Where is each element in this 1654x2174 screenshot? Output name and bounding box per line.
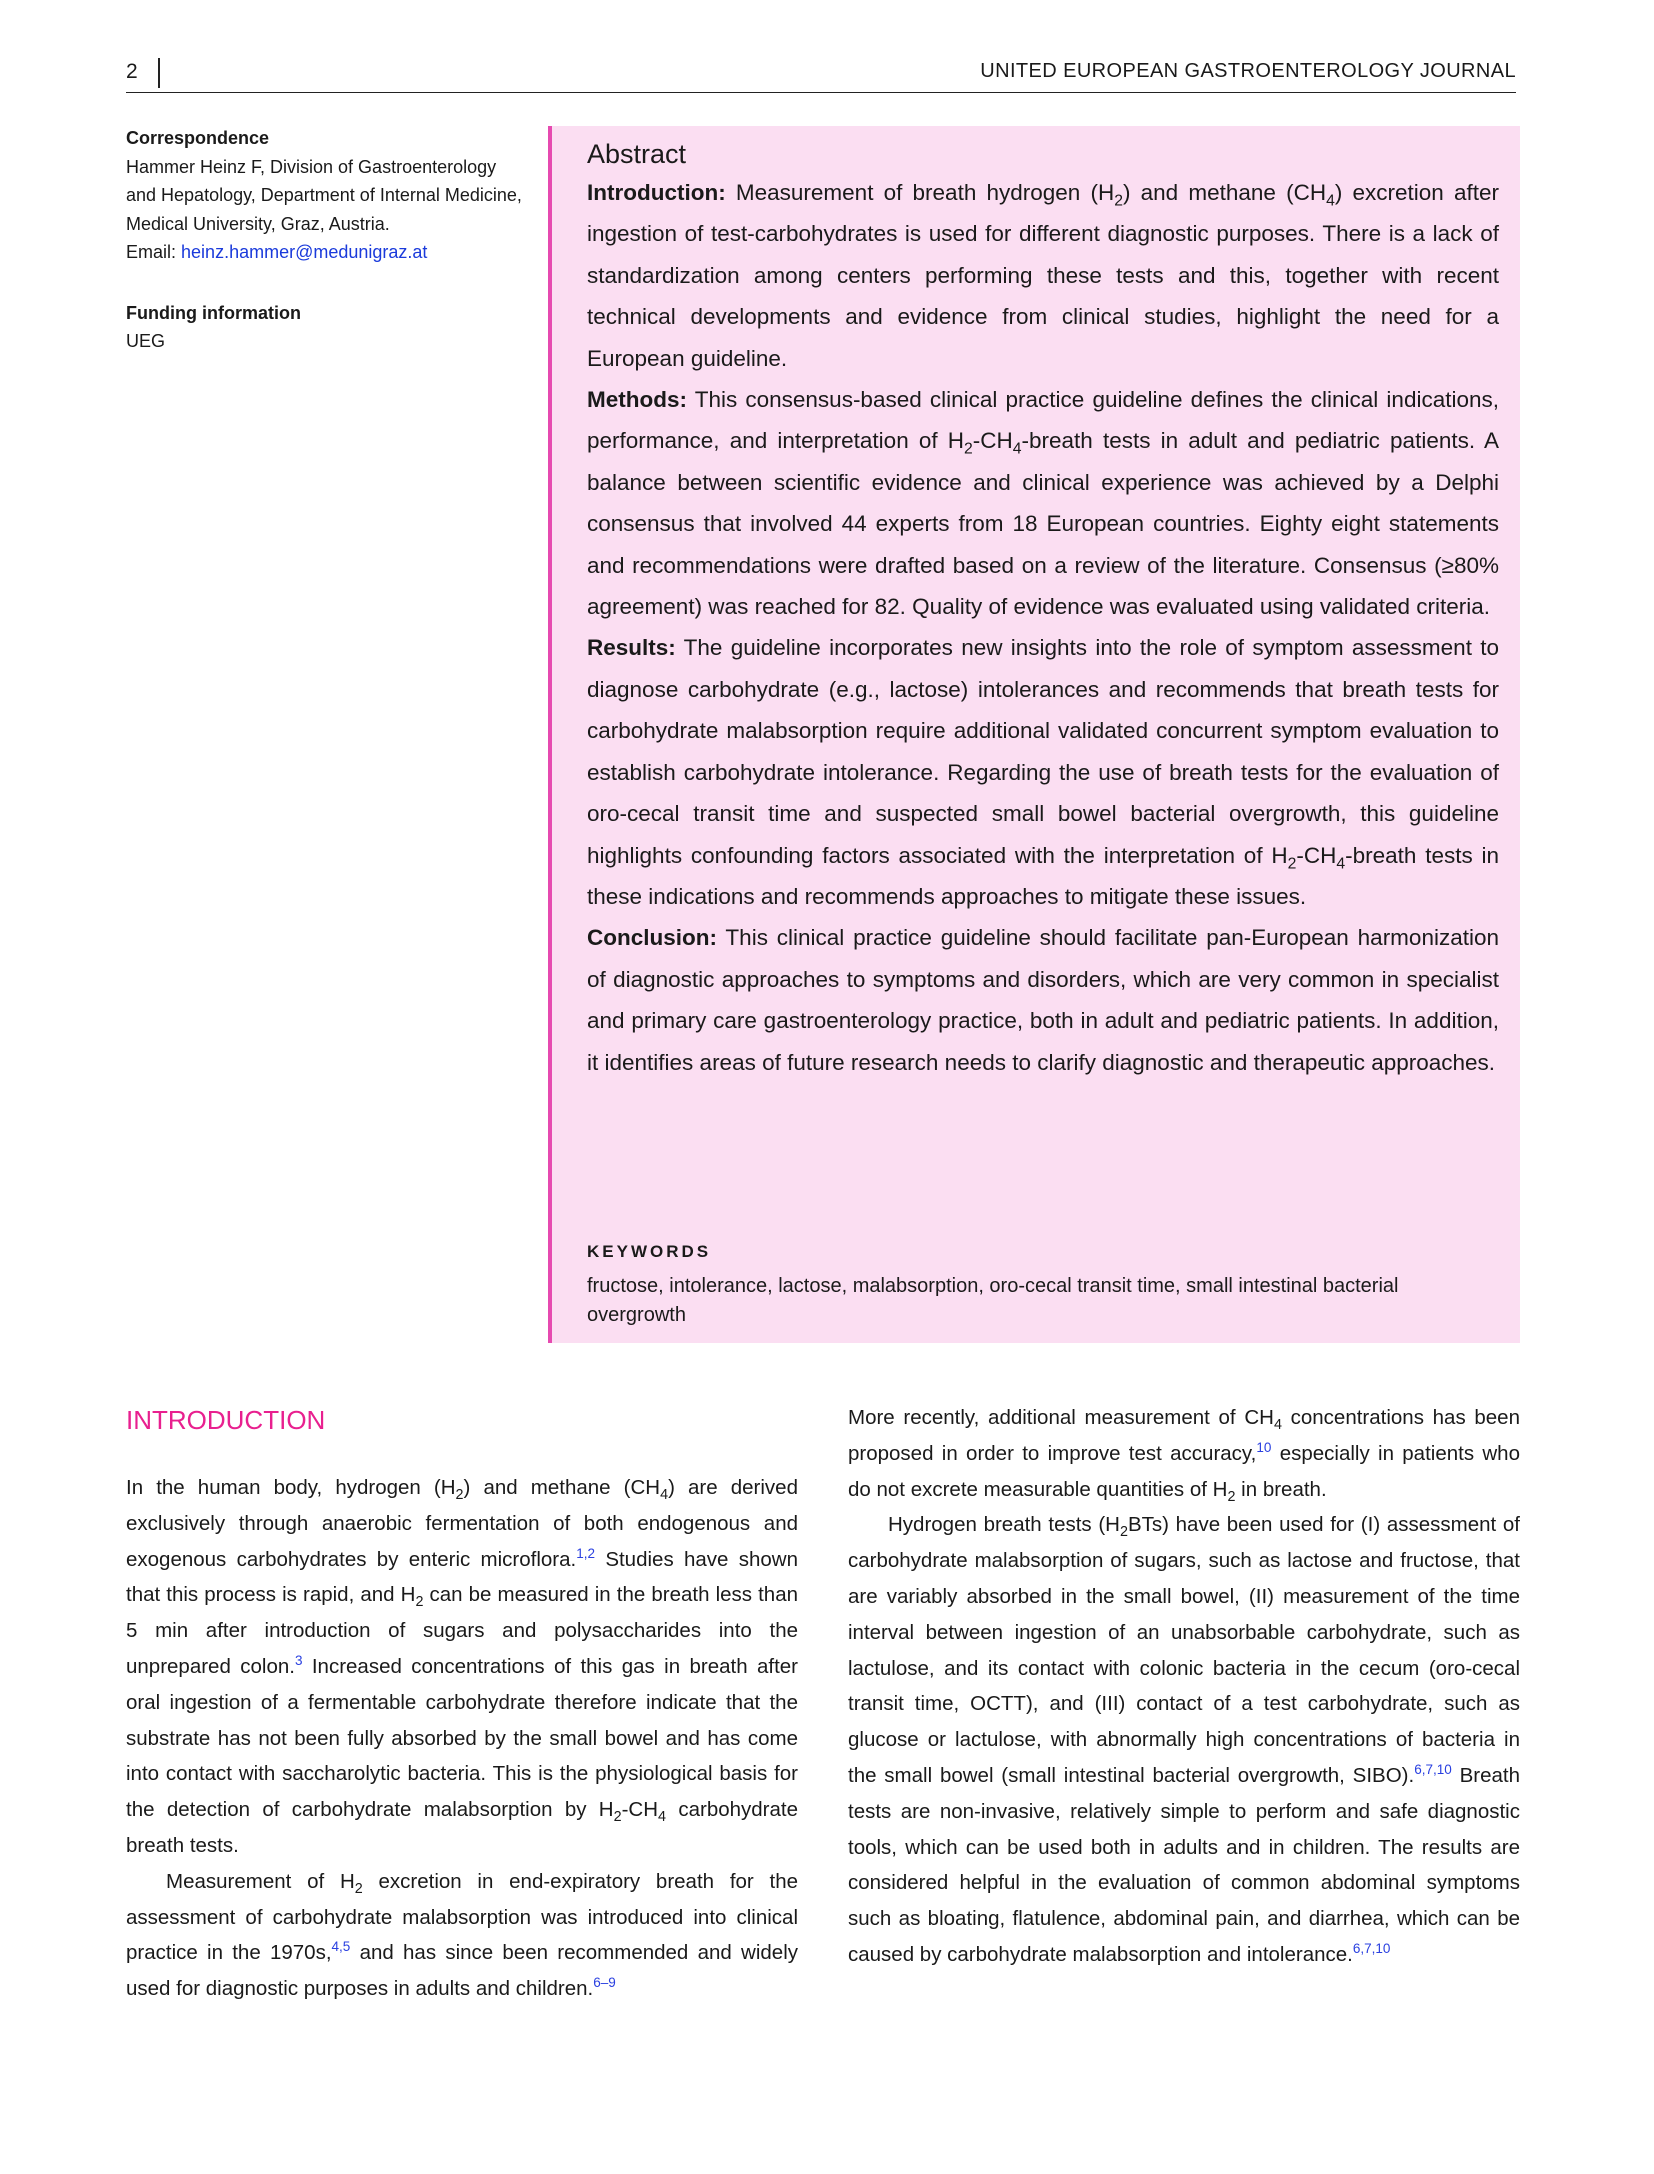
section-heading-introduction: INTRODUCTION (126, 1405, 326, 1435)
keywords-label: KEYWORDS (587, 1242, 712, 1261)
abstract-introduction: Introduction: Measurement of breath hydrogen $(H_2)$ and methane $(CH_4)$ excretion after ingestion of test-carbohydrates is used for different diagnostic purposes. There is a lack of standardization among centers performing these tests and this, together with recent technical developments and evidence from clinical studies, highlight the need for a European guideline. (587, 180, 1499, 371)
page-header (126, 56, 1516, 93)
abstract-results: Results: The guideline incorporates new insights into the role of symptom assessment to diagnose carbohydrate (e.g., lactose) intolerances and recommends that breath tests for carbohydrate malabsorption require additional validated concurrent symptom evaluation to establish carbohydrate intolerance. Regarding the use of breath tests for the evaluation of oro-cecal transit time and suspected small bowel bacterial overgrowth, this guideline highlights confounding factors associated with the interpretation of $H_2-CH_4$-breath tests in these indications and recommends approaches to mitigate these issues. (587, 635, 1499, 909)
abstract-conclusion: Conclusion: This clinical practice guideline should facilitate pan-European harmonization of diagnostic approaches to symptoms and disorders, which are very common in specialist and primary care gastroenterology practice, both in adult and pediatric patients. In addition, it identifies areas of future research needs to clarify diagnostic and therapeutic approaches. (587, 925, 1499, 1075)
body-column-right (848, 1400, 1520, 1973)
abstract-methods: Methods: This consensus-based clinical practice guideline defines the clinical indications, performance, and interpretation of $H_2-CH_4$-breath tests in adult and pediatric patients. A balance between scientific evidence and clinical experience was achieved by a Delphi consensus that involved 44 experts from 18 European countries. Eighty eight statements and recommendations were drafted based on a review of the literature. Consensus (≥80% agreement) was reached for 82. Quality of evidence was evaluated using validated criteria. (587, 387, 1500, 620)
abstract-results-label: Results: (587, 635, 676, 661)
correspondence-text: Hammer Heinz F, Division of Gastroenterology and Hepatology, Department of Internal Medicine, Medical University, Graz, Austria. (126, 156, 522, 234)
email-link[interactable]: heinz.hammer@medunigraz.at (181, 242, 428, 262)
correspondence-title: Correspondence (126, 128, 270, 148)
body-paragraph: Hydrogen breath tests $(H_2BTs)$ have been used for (I) assessment of carbohydrate malabsorption of sugars, such as lactose and fructose, that are variably absorbed in the small bowel, (II) measurement of the time interval between ingestion of an unabsorbable carbohydrate, such as lactulose, and its contact with colonic bacteria in the cecum (oro-cecal transit time, OCTT), and (III) contact of a test carbohydrate, such as glucose or lactulose, with abnormally high concentrations of bacteria in the small bowel (small intestinal bacterial overgrowth, SIBO).$^{6,7,10}$ Breath tests are non-invasive, relatively simple to perform and safe diagnostic tools, which can be used both in adults and in children. The results are considered helpful in the evaluation of common abdominal symptoms such as bloating, flatulence, abdominal pain, and diarrhea, which can be caused by carbohydrate malabsorption and intolerance.$^{6,7,10}$ (848, 1513, 1520, 1966)
page-number: 2 (126, 60, 138, 83)
sidebar (126, 124, 526, 356)
body-paragraph: Measurement of $H_2$ excretion in end-expiratory breath for the assessment of carbohydrate malabsorption was introduced into clinical practice in the 1970s,$^{4,5}$ and has since been recommended and widely used for diagnostic purposes in adults and children.$^{6-9}$ (126, 1869, 798, 2001)
abstract-box (548, 126, 1520, 1343)
abstract-conclusion-label: Conclusion: (587, 925, 717, 951)
abstract-methods-label: Methods: (587, 387, 687, 413)
email-line (126, 238, 526, 267)
funding-text: UEG (126, 331, 166, 351)
body-paragraph: More recently, additional measurement of $CH_4$ concentrations has been proposed in order to improve test accuracy,$^{10}$ especially in patients who do not excrete measurable quantities of $H_2$ in breath. (848, 1406, 1520, 1505)
email-label: Email: (126, 242, 177, 262)
abstract-intro-label: Introduction: (587, 180, 726, 205)
journal-title: UNITED EUROPEAN GASTROENTEROLOGY JOURNAL (980, 60, 1516, 82)
header-divider (158, 58, 160, 88)
abstract-heading: Abstract (587, 139, 687, 169)
body-column-left (126, 1400, 798, 2007)
keywords-text: fructose, intolerance, lactose, malabsorption, oro-cecal transit time, small intestinal bacterial overgrowth (587, 1275, 1399, 1326)
funding-title: Funding information (126, 302, 301, 323)
body-paragraph: In the human body, hydrogen $(H_2)$ and methane $(CH_4)$ are derived exclusively through anaerobic fermentation of both endogenous and exogenous carbohydrates by enteric microflora.$^{1,2}$ Studies have shown that this process is rapid, and $H_2$ can be measured in the breath less than 5 min after introduction of sugars and polysaccharides into the unprepared colon.$^3$ Increased concentrations of this gas in breath after oral ingestion of a fermentable carbohydrate therefore indicate that the substrate has not been fully absorbed by the small bowel and has come into contact with saccharolytic bacteria. This is the physiological basis for the detection of carbohydrate malabsorption by $H_2-CH_4$ carbohydrate breath tests. (126, 1476, 799, 1857)
